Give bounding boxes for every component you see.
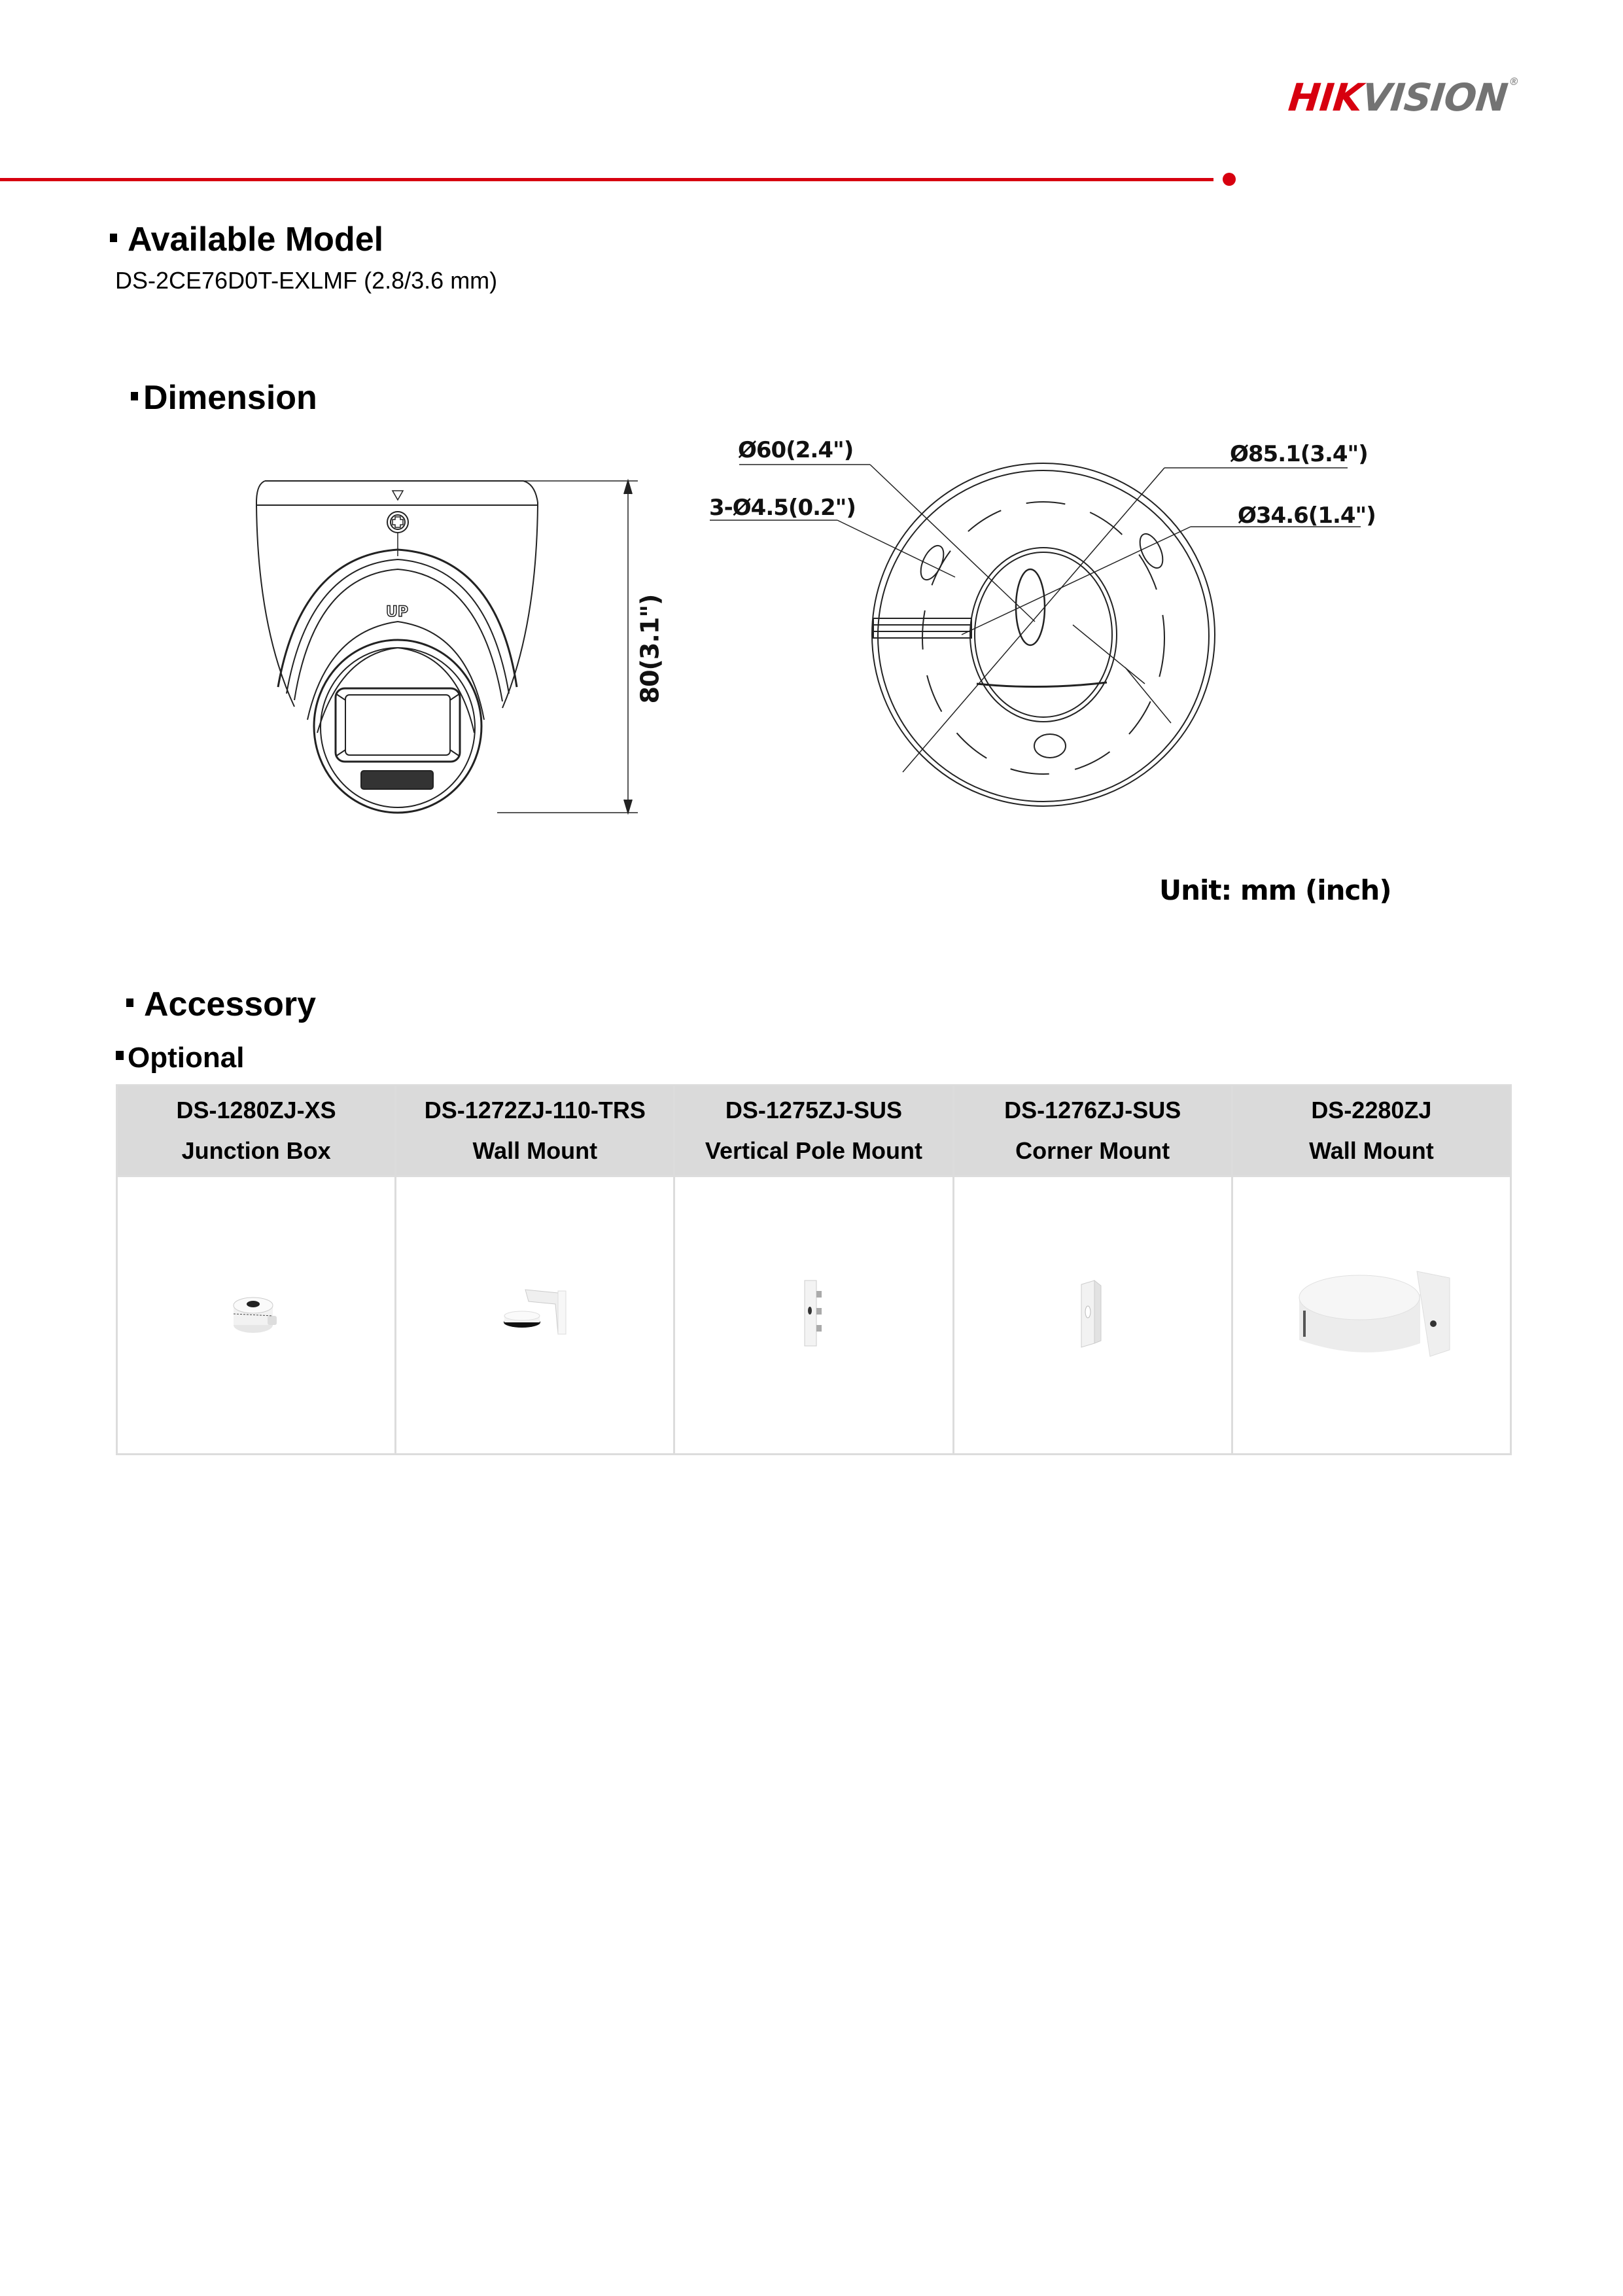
accessory-type: Corner Mount — [1015, 1137, 1170, 1164]
pole-mount-image — [801, 1278, 827, 1350]
section-title: Dimension — [143, 379, 317, 417]
accessory-image-cell — [953, 1176, 1232, 1455]
height-dimension-label: 80(3.1") — [635, 594, 665, 704]
label-diameter-34: Ø34.6(1.4") — [1238, 503, 1376, 529]
hikvision-logo — [1286, 75, 1519, 120]
accessory-heading — [126, 985, 316, 1024]
accessory-header-cell — [396, 1086, 674, 1176]
label-mounting-holes: 3-Ø4.5(0.2") — [709, 495, 856, 521]
wall-mount-large-image — [1286, 1265, 1456, 1363]
accessory-type: Vertical Pole Mount — [705, 1137, 922, 1164]
unit-note: Unit: mm (inch) — [1159, 874, 1391, 906]
accessory-model: DS-1276ZJ-SUS — [1004, 1097, 1181, 1123]
wall-mount-image — [493, 1284, 578, 1343]
header-divider-dot — [1223, 173, 1236, 186]
subsection-title: Optional — [128, 1042, 245, 1074]
corner-mount-image — [1076, 1278, 1109, 1350]
accessory-model: DS-1275ZJ-SUS — [725, 1097, 903, 1123]
accessory-model: DS-1272ZJ-110-TRS — [424, 1097, 646, 1123]
header-divider — [0, 178, 1213, 181]
logo-hik: HIK — [1286, 75, 1365, 120]
accessory-type: Wall Mount — [1309, 1137, 1434, 1164]
label-diameter-85: Ø85.1(3.4") — [1230, 441, 1368, 467]
accessory-image-cell — [1232, 1176, 1510, 1455]
bullet-icon — [110, 234, 117, 242]
accessory-image-cell — [117, 1176, 396, 1455]
section-title: Available Model — [128, 221, 384, 258]
accessory-table — [116, 1084, 1512, 1455]
section-title: Accessory — [144, 985, 317, 1023]
accessory-image-cell — [674, 1176, 953, 1455]
accessory-image-row — [117, 1176, 1511, 1455]
junction-box-image — [227, 1291, 286, 1337]
bullet-icon — [126, 998, 133, 1007]
svg-text:UP: UP — [386, 604, 408, 620]
available-model-heading — [110, 220, 383, 259]
accessory-header-cell — [953, 1086, 1232, 1176]
accessory-image-cell — [396, 1176, 674, 1455]
accessory-type: Wall Mount — [472, 1137, 598, 1164]
label-diameter-60: Ø60(2.4") — [738, 437, 854, 463]
model-number: DS-2CE76D0T-EXLMF (2.8/3.6 mm) — [115, 267, 498, 294]
camera-side-view-drawing — [249, 471, 667, 824]
bullet-icon — [131, 392, 138, 400]
accessory-model: DS-2280ZJ — [1311, 1097, 1432, 1123]
accessory-header-cell — [1232, 1086, 1510, 1176]
dimension-heading — [131, 378, 317, 417]
accessory-header-cell — [117, 1086, 396, 1176]
logo-vision: VISION — [1359, 75, 1510, 120]
bullet-icon — [116, 1051, 124, 1060]
optional-subheading — [116, 1042, 244, 1074]
accessory-type: Junction Box — [181, 1137, 331, 1164]
accessory-model: DS-1280ZJ-XS — [176, 1097, 336, 1123]
registered-mark: ® — [1508, 75, 1520, 88]
accessory-header-cell — [674, 1086, 953, 1176]
accessory-header-row — [117, 1086, 1511, 1176]
